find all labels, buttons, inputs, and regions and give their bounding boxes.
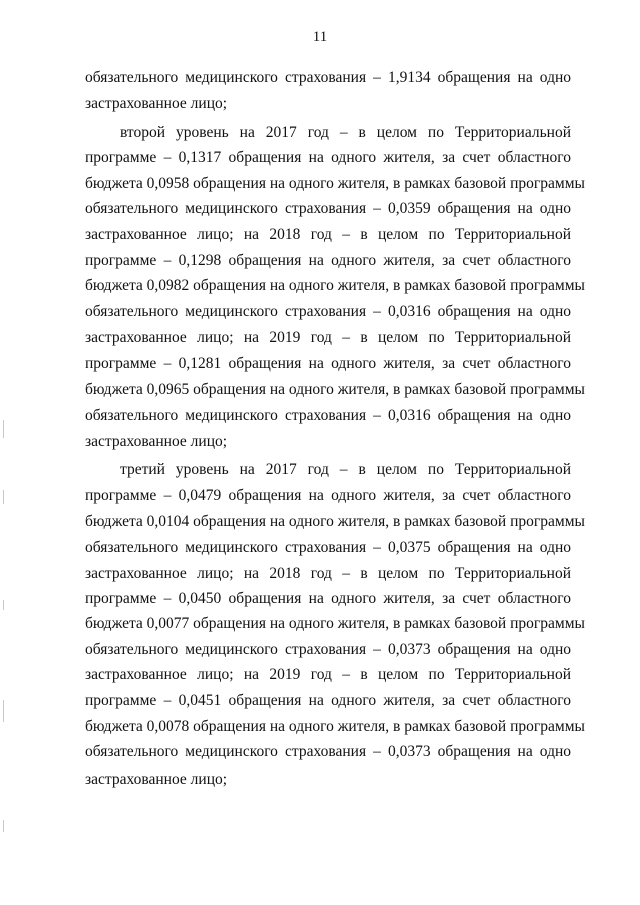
text-line: обязательного медицинского страхования – 1,9134 обращения на одно	[85, 69, 571, 86]
scan-edge-mark	[3, 600, 4, 610]
text-line: бюджета 0,0958 обращения на одного жителя, в рамках базовой программы	[85, 175, 585, 192]
text-line: застрахованное лицо;	[85, 433, 228, 450]
text-line: программе – 0,0479 обращения на одного жителя, за счет областного	[85, 487, 571, 504]
scan-edge-mark	[3, 700, 4, 722]
paragraph-start-line: третий уровень на 2017 год – в целом по Территориальной	[120, 461, 571, 478]
scan-edge-mark	[3, 420, 4, 438]
paragraph-start-line: второй уровень на 2017 год – в целом по Территориальной	[120, 124, 571, 141]
text-line: бюджета 0,0078 обращения на одного жителя, в рамках базовой программы	[85, 718, 585, 735]
text-line: программе – 0,0451 обращения на одного жителя, за счет областного	[85, 692, 571, 709]
text-line: бюджета 0,0077 обращения на одного жителя, в рамках базовой программы	[85, 615, 585, 632]
text-line: программе – 0,1298 обращения на одного жителя, за счет областного	[85, 252, 571, 269]
text-line: программе – 0,1281 обращения на одного жителя, за счет областного	[85, 355, 571, 372]
text-line: бюджета 0,0965 обращения на одного жителя, в рамках базовой программы	[85, 381, 585, 398]
text-line: застрахованное лицо; на 2019 год – в целом по Территориальной	[85, 666, 571, 683]
text-line: застрахованное лицо;	[85, 95, 228, 112]
text-line: бюджета 0,0982 обращения на одного жителя, в рамках базовой программы	[85, 277, 585, 294]
text-line: обязательного медицинского страхования – 0,0316 обращения на одно	[85, 407, 571, 424]
scan-edge-mark	[3, 490, 4, 504]
text-line: обязательного медицинского страхования – 0,0373 обращения на одно	[85, 641, 571, 658]
text-line: застрахованное лицо; на 2018 год – в целом по Территориальной	[85, 226, 571, 243]
text-line: обязательного медицинского страхования – 0,0373 обращения на одно	[85, 743, 571, 760]
text-line: обязательного медицинского страхования – 0,0316 обращения на одно	[85, 303, 571, 320]
text-line: обязательного медицинского страхования – 0,0359 обращения на одно	[85, 200, 571, 217]
text-line: бюджета 0,0104 обращения на одного жителя, в рамках базовой программы	[85, 513, 585, 530]
text-line: обязательного медицинского страхования – 0,0375 обращения на одно	[85, 539, 571, 556]
text-line: программе – 0,0450 обращения на одного жителя, за счет областного	[85, 590, 571, 607]
text-line: застрахованное лицо;	[85, 771, 228, 788]
text-line: программе – 0,1317 обращения на одного жителя, за счет областного	[85, 149, 571, 166]
scan-edge-mark	[3, 820, 4, 832]
text-line: застрахованное лицо; на 2019 год – в целом по Территориальной	[85, 329, 571, 346]
text-line: застрахованное лицо; на 2018 год – в целом по Территориальной	[85, 565, 571, 582]
page-number: 11	[312, 29, 328, 45]
